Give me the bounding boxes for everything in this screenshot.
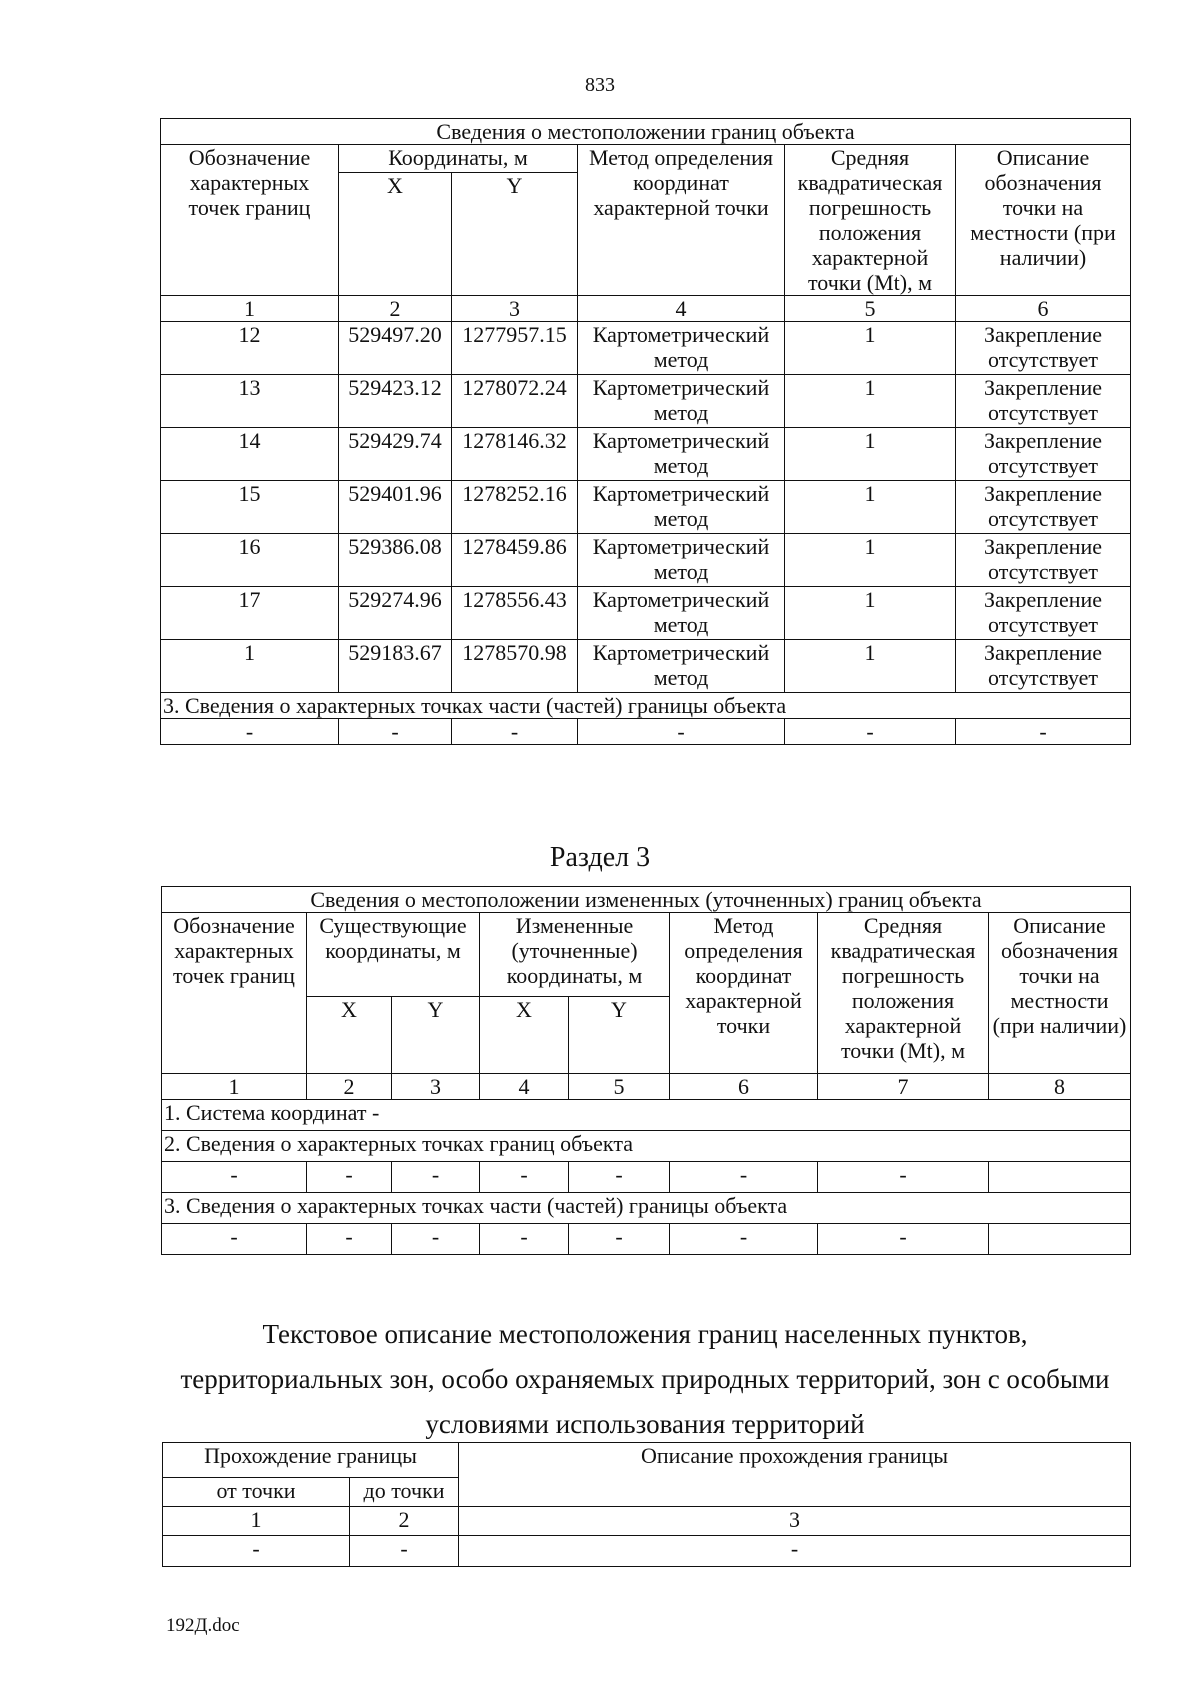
header-passage: Прохождение границы: [163, 1443, 459, 1478]
column-number: 3: [392, 1074, 480, 1100]
table-row: [161, 481, 1131, 534]
dash-cell: -: [307, 1224, 392, 1255]
header-coordinates: Координаты, м: [339, 145, 578, 173]
column-number: 1: [161, 296, 339, 322]
header-y: Y: [392, 996, 480, 1073]
table-row: [161, 719, 1131, 745]
dash-cell: -: [670, 1224, 818, 1255]
header-changed: Измененные (уточненные) координаты, м: [480, 913, 670, 997]
column-number: 1: [163, 1507, 350, 1536]
method-cell: Картометрический метод: [578, 640, 785, 693]
y-cell: 1278556.43: [452, 587, 578, 640]
header-description: Описание обозначения точки на местности (при наличии): [989, 913, 1131, 1074]
row2-label: 2. Сведения о характерных точках границ объекта: [162, 1131, 1131, 1162]
desc-cell: Закрепление отсутствует: [956, 640, 1131, 693]
dash-cell: -: [350, 1536, 459, 1567]
table-row: [161, 322, 1131, 375]
x-cell: 529401.96: [339, 481, 452, 534]
method-cell: Картометрический метод: [578, 428, 785, 481]
column-number: 6: [670, 1074, 818, 1100]
dash-cell: -: [392, 1224, 480, 1255]
text-description-heading: Текстовое описание местоположения границ населенных пунктов, территориальных зон, особо охраняемых природных территорий, зон с особыми условиями использования территорий: [180, 1319, 1110, 1439]
header-designation: Обозначение характерных точек границ: [161, 145, 339, 296]
error-cell: 1: [785, 375, 956, 428]
header-x: X: [339, 173, 452, 296]
dash-cell: -: [161, 719, 339, 745]
table-row: [162, 1162, 1131, 1193]
dash-cell: -: [569, 1224, 670, 1255]
x-cell: 529497.20: [339, 322, 452, 375]
dash-cell: -: [163, 1536, 350, 1567]
y-cell: 1278570.98: [452, 640, 578, 693]
error-cell: 1: [785, 481, 956, 534]
dash-cell: -: [670, 1162, 818, 1193]
dash-cell: -: [480, 1224, 569, 1255]
point-cell: 17: [161, 587, 339, 640]
y-cell: 1278072.24: [452, 375, 578, 428]
desc-cell: Закрепление отсутствует: [956, 322, 1131, 375]
column-number: 4: [480, 1074, 569, 1100]
method-cell: Картометрический метод: [578, 534, 785, 587]
y-cell: 1278459.86: [452, 534, 578, 587]
dash-cell: -: [818, 1224, 989, 1255]
dash-cell: -: [956, 719, 1131, 745]
table-row: [162, 1224, 1131, 1255]
column-number: 3: [459, 1507, 1131, 1536]
method-cell: Картометрический метод: [578, 375, 785, 428]
dash-cell: -: [818, 1162, 989, 1193]
table-row: [161, 587, 1131, 640]
table-row: [161, 428, 1131, 481]
error-cell: 1: [785, 640, 956, 693]
column-number-row: [163, 1507, 1131, 1536]
header-y: Y: [452, 173, 578, 296]
header-description: Описание обозначения точки на местности (при наличии): [956, 145, 1131, 296]
point-cell: 14: [161, 428, 339, 481]
column-number: 3: [452, 296, 578, 322]
header-to: до точки: [350, 1478, 459, 1507]
dash-cell: -: [459, 1536, 1131, 1567]
table-row: [161, 375, 1131, 428]
header-x: X: [307, 996, 392, 1073]
error-cell: 1: [785, 322, 956, 375]
dash-cell: -: [578, 719, 785, 745]
column-number: 4: [578, 296, 785, 322]
header-error: Средняя квадратическая погрешность положения характерной точки (Мt), м: [785, 145, 956, 296]
changed-boundary-table: [161, 886, 1131, 1255]
column-number-row: [161, 296, 1131, 322]
dash-cell: -: [785, 719, 956, 745]
column-number: 5: [569, 1074, 670, 1100]
x-cell: 529423.12: [339, 375, 452, 428]
dash-cell: -: [392, 1162, 480, 1193]
dash-cell: -: [162, 1162, 307, 1193]
desc-cell: Закрепление отсутствует: [956, 375, 1131, 428]
point-cell: 16: [161, 534, 339, 587]
dash-cell: -: [307, 1162, 392, 1193]
header-x: X: [480, 996, 569, 1073]
column-number: 1: [162, 1074, 307, 1100]
page-number: 833: [585, 74, 615, 96]
table-row: [161, 534, 1131, 587]
point-cell: 15: [161, 481, 339, 534]
column-number: 8: [989, 1074, 1131, 1100]
row3-label: 3. Сведения о характерных точках части (частей) границы объекта: [162, 1193, 1131, 1224]
dash-cell: -: [480, 1162, 569, 1193]
point-cell: 12: [161, 322, 339, 375]
x-cell: 529274.96: [339, 587, 452, 640]
y-cell: 1278146.32: [452, 428, 578, 481]
dash-cell: -: [569, 1162, 670, 1193]
section-title: Раздел 3: [549, 842, 651, 873]
y-cell: 1277957.15: [452, 322, 578, 375]
x-cell: 529429.74: [339, 428, 452, 481]
point-cell: 1: [161, 640, 339, 693]
header-from: от точки: [163, 1478, 350, 1507]
error-cell: 1: [785, 534, 956, 587]
desc-cell: Закрепление отсутствует: [956, 534, 1131, 587]
header-method: Метод определения координат характерной точки: [578, 145, 785, 296]
empty-cell: [989, 1224, 1131, 1255]
section3-label: 3. Сведения о характерных точках части (частей) границы объекта: [161, 693, 1131, 719]
header-existing: Существующие координаты, м: [307, 913, 480, 997]
column-number-row: [162, 1074, 1131, 1100]
table-row: [163, 1536, 1131, 1567]
method-cell: Картометрический метод: [578, 322, 785, 375]
dash-cell: -: [339, 719, 452, 745]
column-number: 2: [339, 296, 452, 322]
column-number: 6: [956, 296, 1131, 322]
header-y: Y: [569, 996, 670, 1073]
header-error: Средняя квадратическая погрешность положения характерной точки (Мt), м: [818, 913, 989, 1074]
empty-cell: [989, 1162, 1131, 1193]
error-cell: 1: [785, 428, 956, 481]
column-number: 7: [818, 1074, 989, 1100]
boundary-passage-table: [162, 1442, 1131, 1567]
desc-cell: Закрепление отсутствует: [956, 587, 1131, 640]
x-cell: 529183.67: [339, 640, 452, 693]
error-cell: 1: [785, 587, 956, 640]
x-cell: 529386.08: [339, 534, 452, 587]
point-cell: 13: [161, 375, 339, 428]
y-cell: 1278252.16: [452, 481, 578, 534]
header-method: Метод определения координат характерной точки: [670, 913, 818, 1074]
table-caption: Сведения о местоположении границ объекта: [161, 119, 1131, 145]
table-caption: Сведения о местоположении измененных (уточненных) границ объекта: [162, 887, 1131, 913]
column-number: 2: [350, 1507, 459, 1536]
dash-cell: -: [452, 719, 578, 745]
header-description: Описание прохождения границы: [459, 1443, 1131, 1507]
row1-label: 1. Система координат -: [162, 1100, 1131, 1131]
dash-cell: -: [162, 1224, 307, 1255]
table-row: [161, 640, 1131, 693]
column-number: 5: [785, 296, 956, 322]
boundary-location-table: [160, 118, 1131, 745]
footer-filename: 192Д.doc: [166, 1615, 240, 1636]
desc-cell: Закрепление отсутствует: [956, 481, 1131, 534]
column-number: 2: [307, 1074, 392, 1100]
method-cell: Картометрический метод: [578, 587, 785, 640]
method-cell: Картометрический метод: [578, 481, 785, 534]
header-designation: Обозначение характерных точек границ: [162, 913, 307, 1074]
desc-cell: Закрепление отсутствует: [956, 428, 1131, 481]
